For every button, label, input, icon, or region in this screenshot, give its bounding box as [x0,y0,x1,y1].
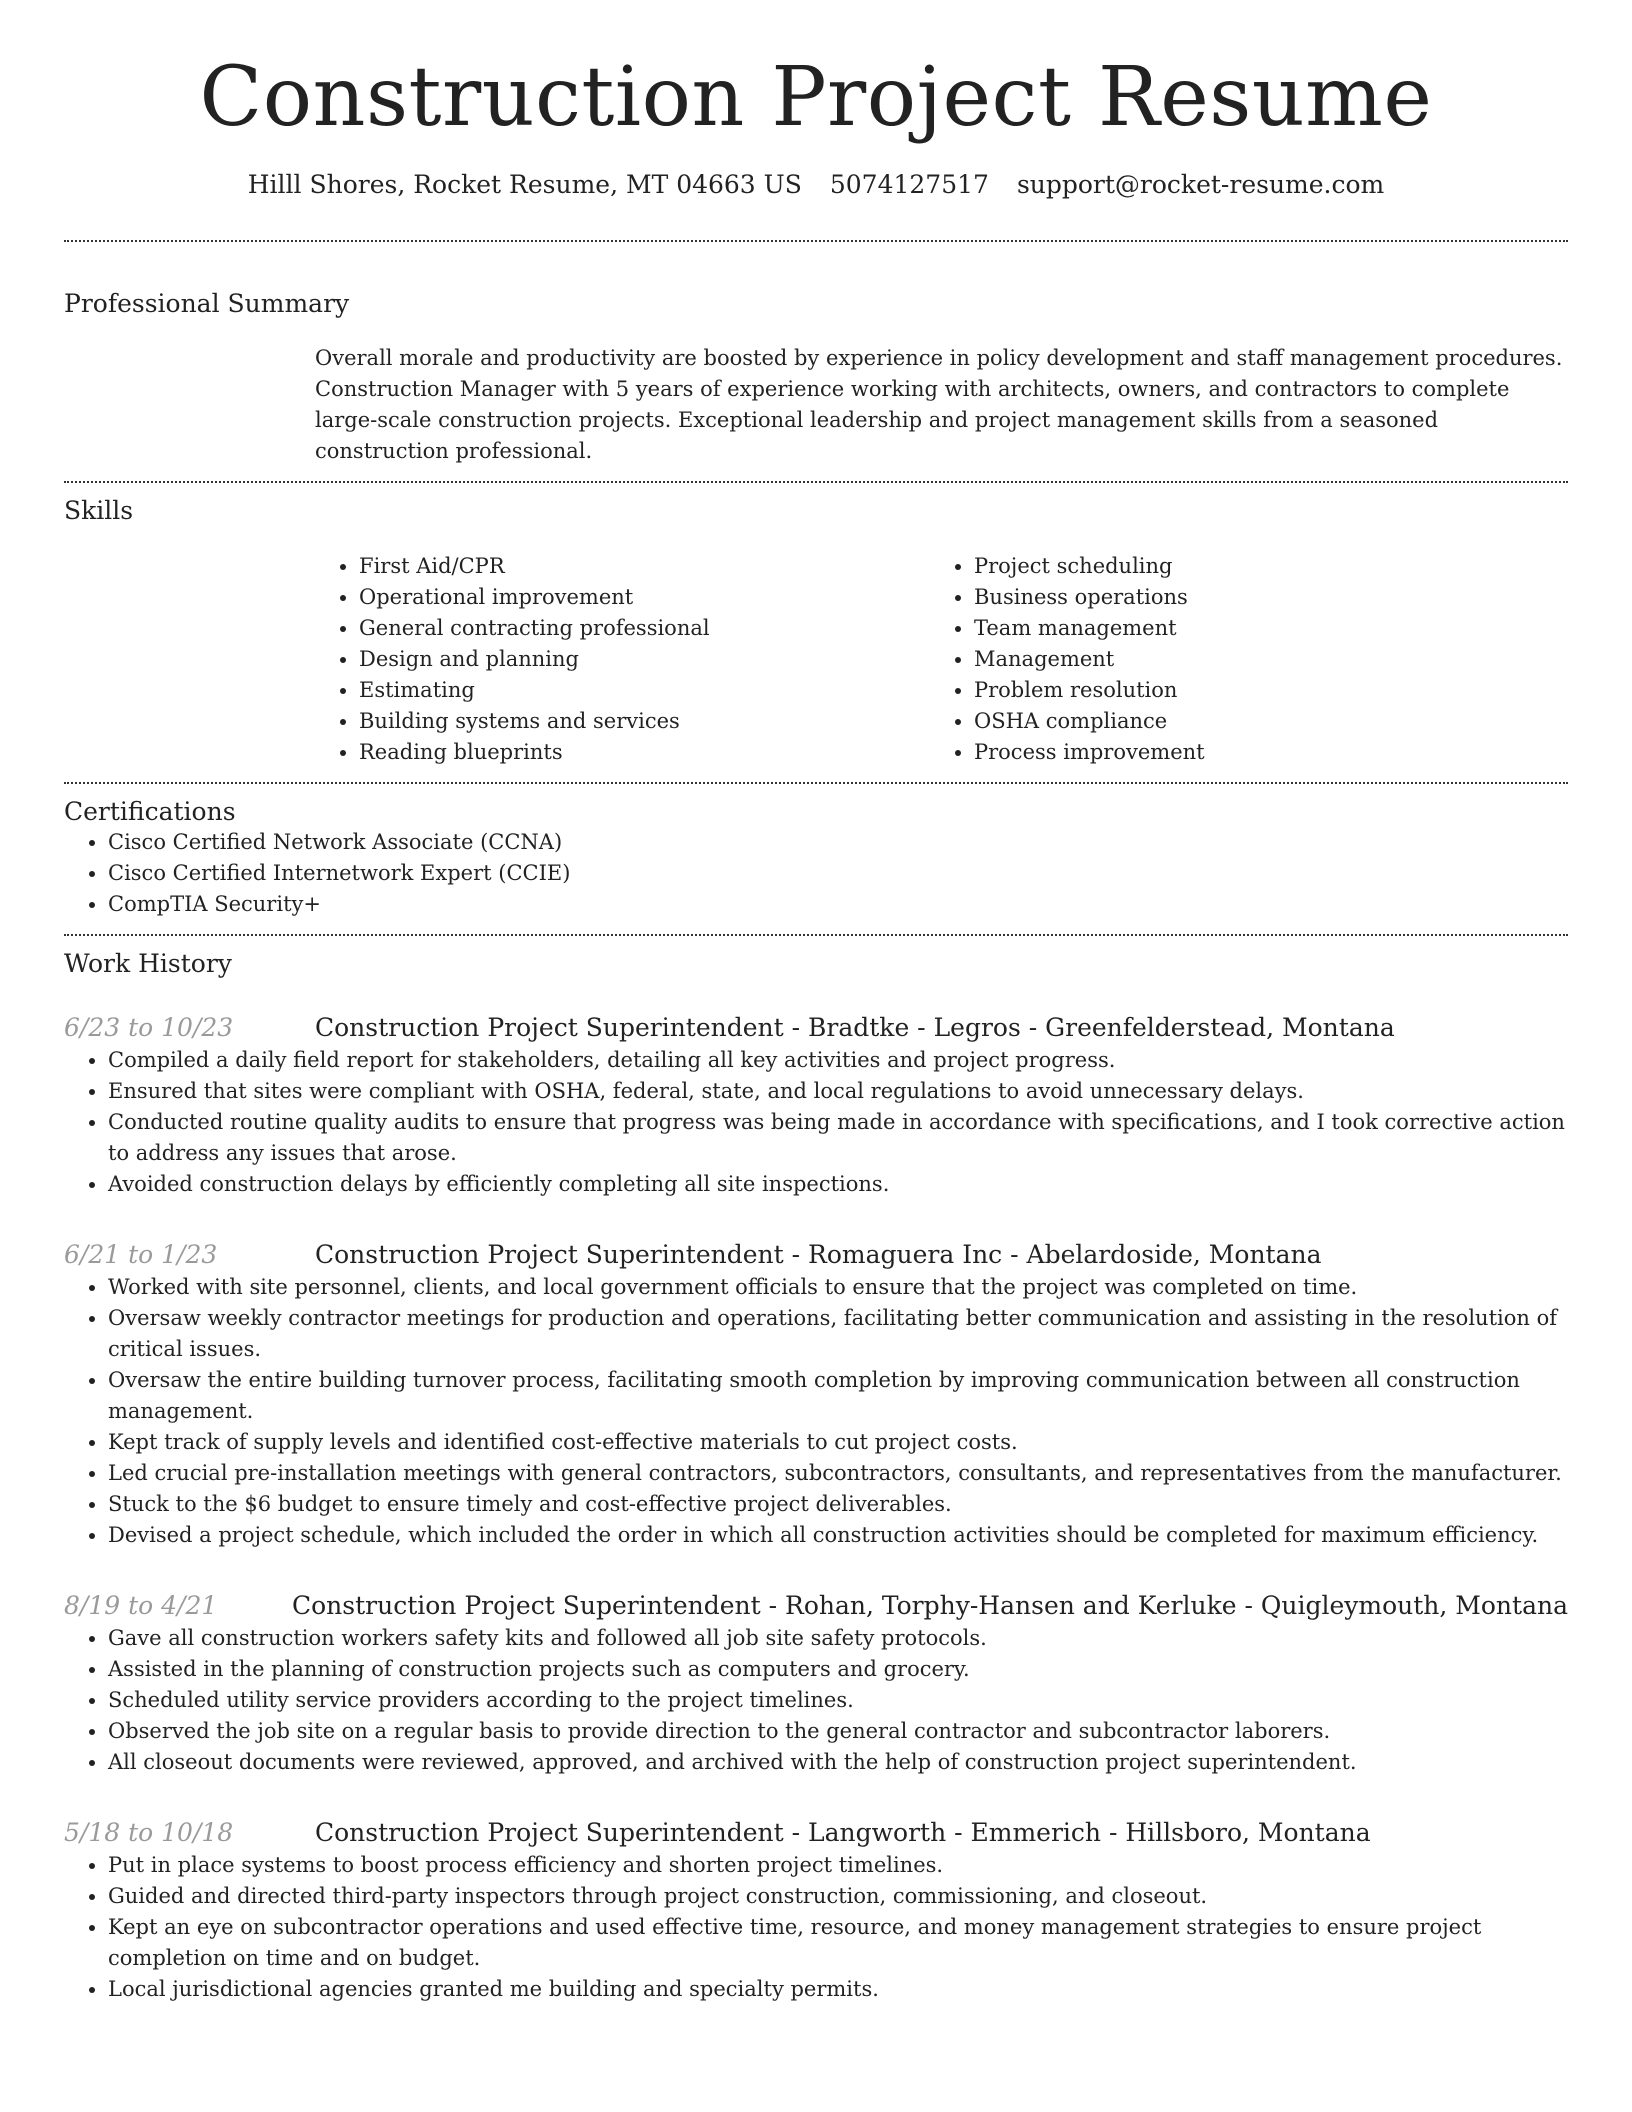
job-entry [64,1589,1568,1778]
certification-item: • Cisco Certified Network Associate (CCNA) [108,827,1568,858]
job-bullet: • Put in place systems to boost process efficiency and shorten project timelines. [108,1850,1568,1881]
job-bullet: • Ensured that sites were compliant with OSHA, federal, state, and local regulations to avoid unnecessary delays. [108,1076,1568,1107]
job-bullet: • Assisted in the planning of construction projects such as computers and grocery. [108,1654,1568,1685]
job-bullet: • Observed the job site on a regular basis to provide direction to the general contractor and subcontractor laborers. [108,1716,1568,1747]
skill-item: • Design and planning [359,644,930,675]
job-entry [64,1816,1568,2005]
job-header [64,1238,1568,1272]
section-title-certifications: Certifications [64,797,236,826]
job-bullet: • Oversaw the entire building turnover process, facilitating smooth completion by improving communication between all construction management. [108,1365,1568,1427]
skill-item: • Process improvement [974,737,1545,768]
section-title-work-history: Work History [64,949,232,978]
job-bullet: • Kept an eye on subcontractor operations and used effective time, resource, and money management strategies to ensure project completion on time and on budget. [108,1912,1568,1974]
job-entry [64,1238,1568,1551]
job-title: Construction Project Superintendent - Romaguera Inc - Abelardoside, Montana [315,1240,1322,1269]
summary-section [64,242,1568,481]
job-dates: 6/21 to 1/23 [64,1240,218,1269]
job-bullet: • Compiled a daily field report for stakeholders, detailing all key activities and project progress. [108,1045,1568,1076]
job-header [64,1589,1568,1623]
skill-item: • Team management [974,613,1545,644]
contact-line [64,170,1568,200]
job-bullet: • Local jurisdictional agencies granted me building and specialty permits. [108,1974,1568,2005]
job-bullet: • Stuck to the $6 budget to ensure timely and cost-effective project deliverables. [108,1489,1568,1520]
skill-item: • OSHA compliance [974,706,1545,737]
job-title: Construction Project Superintendent - Rohan, Torphy-Hansen and Kerluke - Quigleymouth, Montana [292,1591,1568,1620]
skills-grid [315,551,1568,782]
skill-item: • Building systems and services [359,706,930,737]
job-bullets [64,1850,1568,2005]
skills-list-right [930,551,1545,768]
job-bullet: • Gave all construction workers safety kits and followed all job site safety protocols. [108,1623,1568,1654]
skill-item: • Project scheduling [974,551,1545,582]
job-bullet: • Kept track of supply levels and identified cost-effective materials to cut project costs. [108,1427,1568,1458]
job-bullet: • Conducted routine quality audits to ensure that progress was being made in accordance with specifications, and I took corrective action to address any issues that arose. [108,1107,1568,1169]
work-history-section [64,936,1568,2005]
job-bullet: • Devised a project schedule, which included the order in which all construction activities should be completed for maximum efficiency. [108,1520,1568,1551]
job-dates: 8/19 to 4/21 [64,1591,218,1620]
job-title: Construction Project Superintendent - Bradtke - Legros - Greenfelderstead, Montana [315,1013,1395,1042]
job-bullets [64,1623,1568,1778]
job-bullet: • All closeout documents were reviewed, approved, and archived with the help of construction project superintendent. [108,1747,1568,1778]
job-title: Construction Project Superintendent - Langworth - Emmerich - Hillsboro, Montana [315,1818,1371,1847]
section-title-skills: Skills [64,496,134,525]
job-bullet: • Guided and directed third-party inspectors through project construction, commissioning, and closeout. [108,1881,1568,1912]
certification-item: • Cisco Certified Internetwork Expert (CCIE) [108,858,1568,889]
job-bullet: • Led crucial pre-installation meetings with general contractors, subcontractors, consultants, and representatives from the manufacturer. [108,1458,1568,1489]
resume-name: Construction Project Resume [199,50,1433,145]
job-bullet: • Scheduled utility service providers according to the project timelines. [108,1685,1568,1716]
job-bullets [64,1045,1568,1200]
job-header [64,1011,1568,1045]
skill-item: • Business operations [974,582,1545,613]
resume-page [64,0,1568,2005]
job-bullet: • Oversaw weekly contractor meetings for production and operations, facilitating better communication and assisting in the resolution of critical issues. [108,1303,1568,1365]
job-dates: 6/23 to 10/23 [64,1013,234,1042]
skills-section [64,483,1568,782]
skill-item: • Estimating [359,675,930,706]
job-entry [64,1011,1568,1200]
job-header [64,1816,1568,1850]
contact-address: Hilll Shores, Rocket Resume, MT 04663 US [247,170,802,199]
job-bullet: • Worked with site personnel, clients, and local government officials to ensure that the project was completed on time. [108,1272,1568,1303]
certifications-section [64,784,1568,934]
skill-item: • Problem resolution [974,675,1545,706]
contact-phone: 5074127517 [829,170,989,199]
job-bullet: • Avoided construction delays by efficiently completing all site inspections. [108,1169,1568,1200]
skill-item: • General contracting professional [359,613,930,644]
contact-email: support@rocket-resume.com [1016,170,1385,199]
skill-item: • Management [974,644,1545,675]
skill-item: • First Aid/CPR [359,551,930,582]
skill-item: • Operational improvement [359,582,930,613]
certification-item: • CompTIA Security+ [108,889,1568,920]
section-title-summary: Professional Summary [64,289,350,318]
job-bullets [64,1272,1568,1551]
certifications-list [64,827,1568,934]
summary-text: Overall morale and productivity are boosted by experience in policy development and staff management procedures. Construction Manager with 5 years of experience working with architects, owners, and contractors to complete large-scale construction projects. Exceptional leadership and project management skills from a seasoned construction professional. [315,346,1563,463]
skills-list-left [315,551,930,768]
skill-item: • Reading blueprints [359,737,930,768]
job-dates: 5/18 to 10/18 [64,1818,234,1847]
